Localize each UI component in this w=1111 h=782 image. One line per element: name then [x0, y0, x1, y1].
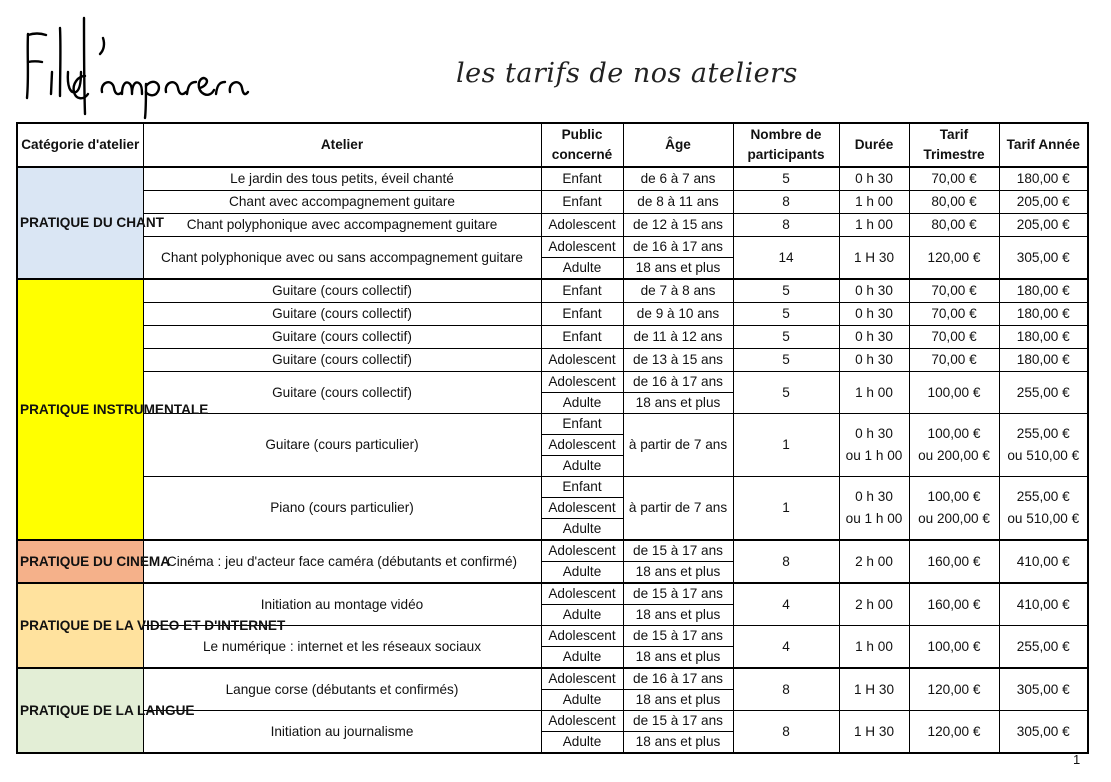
atelier-cell: Chant polyphonique avec accompagnement guitare [143, 214, 541, 237]
age-cell: de 16 à 17 ans [623, 372, 733, 393]
age-cell: 18 ans et plus [623, 690, 733, 711]
nombre-cell: 8 [733, 711, 839, 754]
trimestre-cell: 120,00 € [909, 237, 999, 280]
duree-cell: 0 h 30 [839, 279, 909, 303]
age-cell: de 7 à 8 ans [623, 279, 733, 303]
nombre-cell: 5 [733, 167, 839, 191]
public-cell: Adulte [541, 605, 623, 626]
age-cell: de 12 à 15 ans [623, 214, 733, 237]
atelier-cell: Guitare (cours collectif) [143, 372, 541, 414]
duree-cell: 1 h 00 [839, 626, 909, 669]
nombre-cell: 5 [733, 326, 839, 349]
atelier-cell: Guitare (cours collectif) [143, 303, 541, 326]
atelier-cell: Le jardin des tous petits, éveil chanté [143, 167, 541, 191]
table-row [17, 191, 1088, 214]
atelier-cell: Chant polyphonique avec ou sans accompagnement guitare [143, 237, 541, 280]
public-cell: Adolescent [541, 214, 623, 237]
atelier-cell: Chant avec accompagnement guitare [143, 191, 541, 214]
nombre-cell: 8 [733, 214, 839, 237]
duree-cell: 2 h 00 [839, 583, 909, 626]
trimestre-cell: 70,00 € [909, 279, 999, 303]
table-row [17, 583, 1088, 605]
nombre-cell: 4 [733, 626, 839, 669]
duree-cell: 1 h 00 [839, 214, 909, 237]
trimestre-cell: 70,00 € [909, 167, 999, 191]
nombre-cell: 8 [733, 191, 839, 214]
annee-cell: 410,00 € [999, 540, 1088, 583]
table-row [17, 372, 1088, 393]
age-cell: 18 ans et plus [623, 562, 733, 584]
public-cell: Adolescent [541, 583, 623, 605]
public-cell: Enfant [541, 303, 623, 326]
header-annee: Tarif Année [999, 123, 1088, 167]
public-cell: Adulte [541, 647, 623, 669]
duree-cell: 1 h 00 [839, 191, 909, 214]
nombre-cell: 4 [733, 583, 839, 626]
age-cell: de 16 à 17 ans [623, 237, 733, 258]
tarifs-table [16, 122, 1089, 754]
trimestre-cell: 120,00 € [909, 668, 999, 711]
trimestre-cell: 70,00 € [909, 349, 999, 372]
trimestre-cell: 160,00 € [909, 540, 999, 583]
duree-cell: 0 h 30 ou 1 h 00 [839, 477, 909, 541]
public-cell: Enfant [541, 414, 623, 435]
table-row [17, 349, 1088, 372]
annee-cell: 255,00 € [999, 372, 1088, 414]
category-cell: PRATIQUE DU CHANT [17, 167, 143, 279]
nombre-cell: 1 [733, 477, 839, 541]
header-atelier: Atelier [143, 123, 541, 167]
age-cell: 18 ans et plus [623, 258, 733, 280]
duree-cell: 1 H 30 [839, 711, 909, 754]
public-cell: Enfant [541, 191, 623, 214]
atelier-cell: Guitare (cours collectif) [143, 279, 541, 303]
age-cell: à partir de 7 ans [623, 477, 733, 541]
public-cell: Enfant [541, 477, 623, 498]
public-cell: Adulte [541, 562, 623, 584]
table-row [17, 326, 1088, 349]
trimestre-cell: 100,00 € ou 200,00 € [909, 477, 999, 541]
age-cell: 18 ans et plus [623, 393, 733, 414]
atelier-cell: Guitare (cours collectif) [143, 326, 541, 349]
age-cell: de 8 à 11 ans [623, 191, 733, 214]
public-cell: Enfant [541, 279, 623, 303]
duree-cell: 0 h 30 [839, 326, 909, 349]
public-cell: Adulte [541, 393, 623, 414]
trimestre-cell: 100,00 € [909, 626, 999, 669]
public-cell: Adulte [541, 732, 623, 754]
annee-cell: 255,00 € ou 510,00 € [999, 477, 1088, 541]
public-cell: Adulte [541, 690, 623, 711]
atelier-cell: Guitare (cours collectif) [143, 349, 541, 372]
table-row [17, 477, 1088, 498]
nombre-cell: 1 [733, 414, 839, 477]
public-cell: Adulte [541, 456, 623, 477]
public-cell: Adolescent [541, 372, 623, 393]
annee-cell: 180,00 € [999, 326, 1088, 349]
public-cell: Adolescent [541, 668, 623, 690]
trimestre-cell: 80,00 € [909, 214, 999, 237]
age-cell: 18 ans et plus [623, 647, 733, 669]
annee-cell: 305,00 € [999, 668, 1088, 711]
public-cell: Adulte [541, 258, 623, 280]
atelier-cell: Guitare (cours particulier) [143, 414, 541, 477]
header-nombre: Nombre de participants [733, 123, 839, 167]
table-row [17, 540, 1088, 562]
trimestre-cell: 160,00 € [909, 583, 999, 626]
nombre-cell: 8 [733, 540, 839, 583]
table-row [17, 303, 1088, 326]
age-cell: de 11 à 12 ans [623, 326, 733, 349]
public-cell: Adolescent [541, 237, 623, 258]
atelier-cell: Initiation au montage vidéo [143, 583, 541, 626]
table-row [17, 279, 1088, 303]
annee-cell: 205,00 € [999, 214, 1088, 237]
age-cell: de 15 à 17 ans [623, 626, 733, 647]
annee-cell: 205,00 € [999, 191, 1088, 214]
duree-cell: 1 h 00 [839, 372, 909, 414]
age-cell: de 15 à 17 ans [623, 540, 733, 562]
filu-damparera-logo [18, 14, 250, 122]
table-row [17, 167, 1088, 191]
public-cell: Adolescent [541, 498, 623, 519]
duree-cell: 0 h 30 [839, 167, 909, 191]
nombre-cell: 14 [733, 237, 839, 280]
annee-cell: 180,00 € [999, 279, 1088, 303]
category-cell: PRATIQUE DE LA LANGUE [17, 668, 143, 753]
trimestre-cell: 70,00 € [909, 326, 999, 349]
trimestre-cell: 100,00 € [909, 372, 999, 414]
category-cell: PRATIQUE DE LA VIDEO ET D'INTERNET [17, 583, 143, 668]
annee-cell: 180,00 € [999, 303, 1088, 326]
header-public: Public concerné [541, 123, 623, 167]
public-cell: Adolescent [541, 349, 623, 372]
trimestre-cell: 80,00 € [909, 191, 999, 214]
trimestre-cell: 120,00 € [909, 711, 999, 754]
public-cell: Enfant [541, 167, 623, 191]
annee-cell: 180,00 € [999, 167, 1088, 191]
nombre-cell: 8 [733, 668, 839, 711]
age-cell: de 15 à 17 ans [623, 583, 733, 605]
atelier-cell: Piano (cours particulier) [143, 477, 541, 541]
annee-cell: 305,00 € [999, 711, 1088, 754]
trimestre-cell: 100,00 € ou 200,00 € [909, 414, 999, 477]
atelier-cell: Le numérique : internet et les réseaux sociaux [143, 626, 541, 669]
annee-cell: 180,00 € [999, 349, 1088, 372]
age-cell: 18 ans et plus [623, 605, 733, 626]
age-cell: de 9 à 10 ans [623, 303, 733, 326]
duree-cell: 2 h 00 [839, 540, 909, 583]
nombre-cell: 5 [733, 279, 839, 303]
category-cell: PRATIQUE DU CINEMA [17, 540, 143, 583]
nombre-cell: 5 [733, 372, 839, 414]
age-cell: 18 ans et plus [623, 732, 733, 754]
annee-cell: 255,00 € ou 510,00 € [999, 414, 1088, 477]
page-number: 1 [1073, 752, 1081, 767]
trimestre-cell: 70,00 € [909, 303, 999, 326]
nombre-cell: 5 [733, 349, 839, 372]
annee-cell: 255,00 € [999, 626, 1088, 669]
header-duree: Durée [839, 123, 909, 167]
nombre-cell: 5 [733, 303, 839, 326]
table-header-row [17, 123, 1088, 167]
age-cell: de 6 à 7 ans [623, 167, 733, 191]
atelier-cell: Initiation au journalisme [143, 711, 541, 754]
public-cell: Enfant [541, 326, 623, 349]
duree-cell: 0 h 30 [839, 303, 909, 326]
category-cell: PRATIQUE INSTRUMENTALE [17, 279, 143, 540]
age-cell: à partir de 7 ans [623, 414, 733, 477]
header-trimestre: Tarif Trimestre [909, 123, 999, 167]
page-title: les tarifs de nos ateliers [456, 58, 798, 89]
public-cell: Adolescent [541, 435, 623, 456]
table-row [17, 214, 1088, 237]
age-cell: de 16 à 17 ans [623, 668, 733, 690]
age-cell: de 13 à 15 ans [623, 349, 733, 372]
annee-cell: 305,00 € [999, 237, 1088, 280]
table-row [17, 237, 1088, 258]
atelier-cell: Cinéma : jeu d'acteur face caméra (débutants et confirmé) [143, 540, 541, 583]
public-cell: Adolescent [541, 711, 623, 732]
duree-cell: 0 h 30 [839, 349, 909, 372]
age-cell: de 15 à 17 ans [623, 711, 733, 732]
duree-cell: 1 H 30 [839, 237, 909, 280]
atelier-cell: Langue corse (débutants et confirmés) [143, 668, 541, 711]
public-cell: Adolescent [541, 540, 623, 562]
annee-cell: 410,00 € [999, 583, 1088, 626]
table-row [17, 668, 1088, 690]
header-age: Âge [623, 123, 733, 167]
public-cell: Adulte [541, 519, 623, 541]
header-categorie: Catégorie d'atelier [17, 123, 143, 167]
public-cell: Adolescent [541, 626, 623, 647]
duree-cell: 1 H 30 [839, 668, 909, 711]
duree-cell: 0 h 30 ou 1 h 00 [839, 414, 909, 477]
